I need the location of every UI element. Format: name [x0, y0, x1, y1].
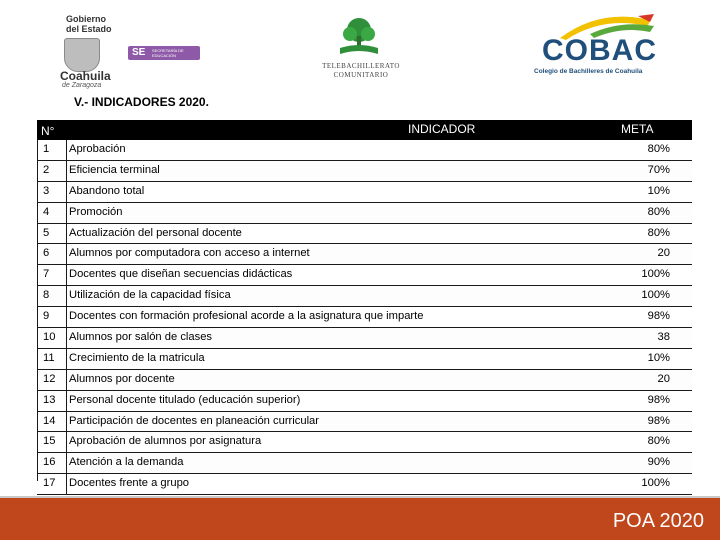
header-indicator: INDICADOR — [408, 122, 476, 136]
table-row — [37, 265, 692, 286]
row-meta: 80% — [647, 205, 670, 218]
row-indicator: Docentes frente a grupo — [69, 477, 190, 490]
row-indicator: Promoción — [69, 205, 123, 218]
table-row — [37, 161, 692, 182]
footer-bar — [0, 498, 720, 540]
table-body — [37, 140, 692, 495]
table-row — [37, 286, 692, 307]
row-number: 5 — [37, 224, 67, 244]
footer-title: POA 2020 — [612, 510, 704, 532]
row-indicator: Docentes que diseñan secuencias didácticas — [69, 268, 293, 281]
row-meta: 100% — [641, 268, 670, 281]
row-meta: 98% — [647, 393, 670, 406]
row-indicator: Alumnos por computadora con acceso a internet — [69, 247, 310, 260]
row-indicator: Docentes con formación profesional acorde a la asignatura que imparte — [69, 310, 424, 323]
se-subtext: SECRETARÍA DE EDUCACIÓN — [152, 48, 184, 58]
row-indicator: Personal docente titulado (educación superior) — [69, 393, 301, 406]
row-meta: 98% — [647, 310, 670, 323]
table-header — [37, 120, 692, 140]
row-indicator: Crecimiento de la matricula — [69, 351, 205, 364]
row-meta: 100% — [641, 477, 670, 490]
cobac-logo — [530, 12, 670, 78]
row-indicator: Aprobación — [69, 143, 126, 155]
row-meta: 20 — [657, 372, 670, 385]
row-number: 2 — [37, 161, 67, 181]
row-meta: 100% — [641, 289, 670, 302]
table-row — [37, 224, 692, 245]
row-meta: 80% — [647, 143, 670, 155]
row-indicator: Abandono total — [69, 184, 145, 197]
row-indicator: Participación de docentes en planeación curricular — [69, 414, 320, 427]
table-row — [37, 244, 692, 265]
table-row — [37, 432, 692, 453]
table-row — [37, 370, 692, 391]
row-meta: 10% — [647, 351, 670, 364]
row-indicator: Aprobación de alumnos por asignatura — [69, 435, 262, 448]
section-title: V.- INDICADORES 2020. — [74, 95, 209, 109]
row-meta: 38 — [657, 331, 670, 344]
se-badge — [128, 46, 200, 60]
table-row — [37, 182, 692, 203]
row-meta: 90% — [647, 456, 670, 469]
row-meta: 80% — [647, 226, 670, 239]
table-row — [37, 203, 692, 224]
row-meta: 70% — [647, 163, 670, 176]
table-row — [37, 474, 692, 495]
telebachillerato-logo — [318, 16, 404, 86]
row-number: 9 — [37, 307, 67, 327]
row-number: 10 — [37, 328, 67, 348]
zaragoza-text: de Zaragoza — [62, 82, 102, 89]
row-indicator: Alumnos por docente — [69, 372, 175, 385]
row-number: 11 — [37, 349, 67, 369]
row-indicator: Alumnos por salón de clases — [69, 331, 213, 344]
row-number: 3 — [37, 182, 67, 202]
header-num: N° — [41, 124, 55, 138]
row-number: 4 — [37, 203, 67, 223]
row-number: 7 — [37, 265, 67, 285]
table-row — [37, 140, 692, 161]
table-row — [37, 307, 692, 328]
gobierno-text: Gobierno del Estado — [66, 14, 112, 34]
row-meta: 98% — [647, 414, 670, 427]
indicators-table — [37, 120, 692, 495]
header-meta: META — [621, 122, 654, 136]
coahuila-text: Coahuila — [60, 69, 111, 83]
row-indicator: Atención a la demanda — [69, 456, 184, 469]
row-number: 8 — [37, 286, 67, 306]
se-text: SE — [132, 47, 146, 58]
table-row — [37, 412, 692, 433]
gobierno-coahuila-logo — [44, 14, 204, 90]
row-number: 16 — [37, 453, 67, 473]
table-row — [37, 349, 692, 370]
row-meta: 20 — [657, 247, 670, 260]
table-row — [37, 328, 692, 349]
cobac-wordmark: COBAC — [542, 34, 657, 67]
row-number: 17 — [37, 474, 67, 494]
telebachillerato-text: TELEBACHILLERATO COMUNITARIO — [322, 62, 400, 79]
row-indicator: Utilización de la capacidad física — [69, 289, 231, 302]
row-meta: 80% — [647, 435, 670, 448]
row-number: 14 — [37, 412, 67, 432]
row-number: 12 — [37, 370, 67, 390]
row-indicator: Eficiencia terminal — [69, 163, 160, 176]
row-number: 6 — [37, 244, 67, 264]
table-left-border — [37, 140, 38, 481]
table-row — [37, 391, 692, 412]
table-row — [37, 453, 692, 474]
row-number: 13 — [37, 391, 67, 411]
row-number: 15 — [37, 432, 67, 452]
tree-book-icon — [334, 16, 384, 60]
row-number: 1 — [37, 140, 67, 160]
cobac-subtitle: Colegio de Bachilleres de Coahuila — [534, 68, 643, 75]
coat-of-arms-icon — [64, 38, 100, 72]
row-indicator: Actualización del personal docente — [69, 226, 242, 239]
row-meta: 10% — [647, 184, 670, 197]
